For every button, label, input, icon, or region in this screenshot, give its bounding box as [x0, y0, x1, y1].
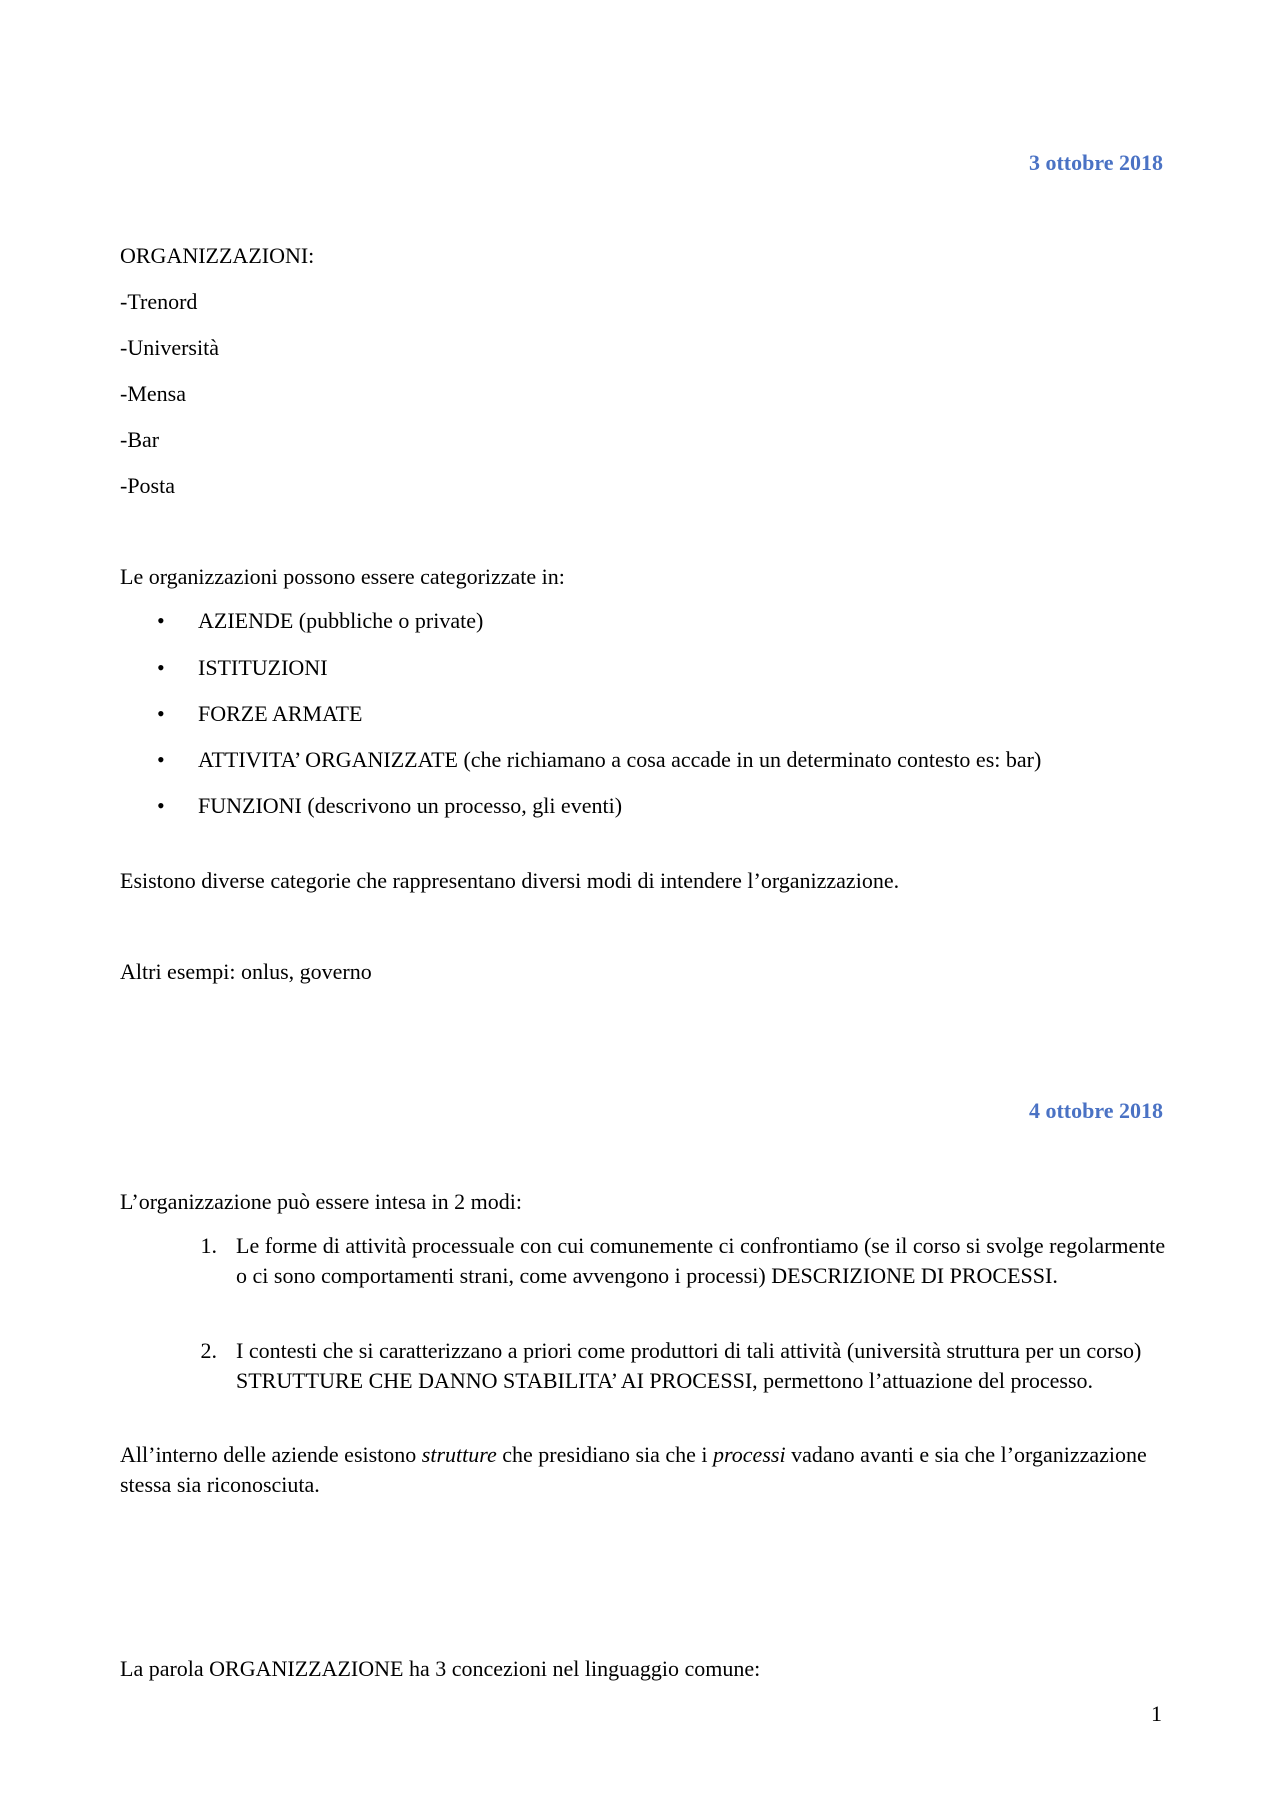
bullet-marker: •	[157, 793, 165, 818]
org-item-posta: -Posta	[120, 473, 175, 498]
category-item: FUNZIONI (descrivono un processo, gli eventi)	[198, 793, 623, 818]
bullet-marker: •	[157, 747, 165, 772]
bullet-marker: •	[157, 608, 165, 633]
date-heading-2: 4 ottobre 2018	[1028, 1098, 1163, 1123]
structures-text-3: vadano avanti e sia che l’organizzazione stessa sia riconosciuta.	[120, 1442, 1147, 1497]
org-item-trenord: -Trenord	[120, 289, 198, 314]
processes-emphasis: processi	[713, 1442, 786, 1467]
mode-number: 1.	[200, 1233, 217, 1258]
org-item-bar: -Bar	[120, 427, 160, 452]
bullet-marker: •	[157, 701, 165, 726]
categories-note: Esistono diverse categorie che rappresentano diversi modi di intendere l’organizzazione.	[120, 868, 900, 893]
structures-emphasis: strutture	[421, 1442, 497, 1467]
word-meanings-intro: La parola ORGANIZZAZIONE ha 3 concezioni nel linguaggio comune:	[120, 1656, 761, 1681]
modes-intro: L’organizzazione può essere intesa in 2 modi:	[120, 1189, 522, 1214]
category-item: AZIENDE (pubbliche o private)	[198, 608, 484, 633]
org-item-universita: -Università	[120, 335, 219, 360]
bullet-marker: •	[157, 655, 165, 680]
category-item: ATTIVITA’ ORGANIZZATE (che richiamano a cosa accade in un determinato contesto es: bar)	[198, 747, 1042, 772]
category-item: ISTITUZIONI	[198, 655, 328, 680]
mode-number: 2.	[200, 1338, 217, 1363]
date-heading-1: 3 ottobre 2018	[1028, 150, 1163, 175]
category-item: FORZE ARMATE	[198, 701, 363, 726]
structures-text-1: All’interno delle aziende esistono	[120, 1442, 422, 1467]
structures-text-2: che presidiano sia che i	[496, 1442, 714, 1467]
categorize-intro: Le organizzazioni possono essere categorizzate in:	[120, 564, 565, 589]
org-item-mensa: -Mensa	[120, 381, 186, 406]
organizations-heading: ORGANIZZAZIONI:	[120, 243, 315, 268]
mode-text: I contesti che si caratterizzano a priori come produttori di tali attività (università struttura per un corso) STRUTTURE CHE DANNO STABILITA’ AI PROCESSI, permettono l’attuazione del processo.	[236, 1338, 1142, 1393]
other-examples: Altri esempi: onlus, governo	[120, 959, 372, 984]
page-number: 1	[1151, 1701, 1162, 1726]
structures-paragraph	[120, 1440, 1165, 1500]
mode-text: Le forme di attività processuale con cui comunemente ci confrontiamo (se il corso si svolge regolarmente o ci sono comportamenti strani, come avvengono i processi) DESCRIZIONE DI PROCESSI.	[236, 1233, 1166, 1288]
